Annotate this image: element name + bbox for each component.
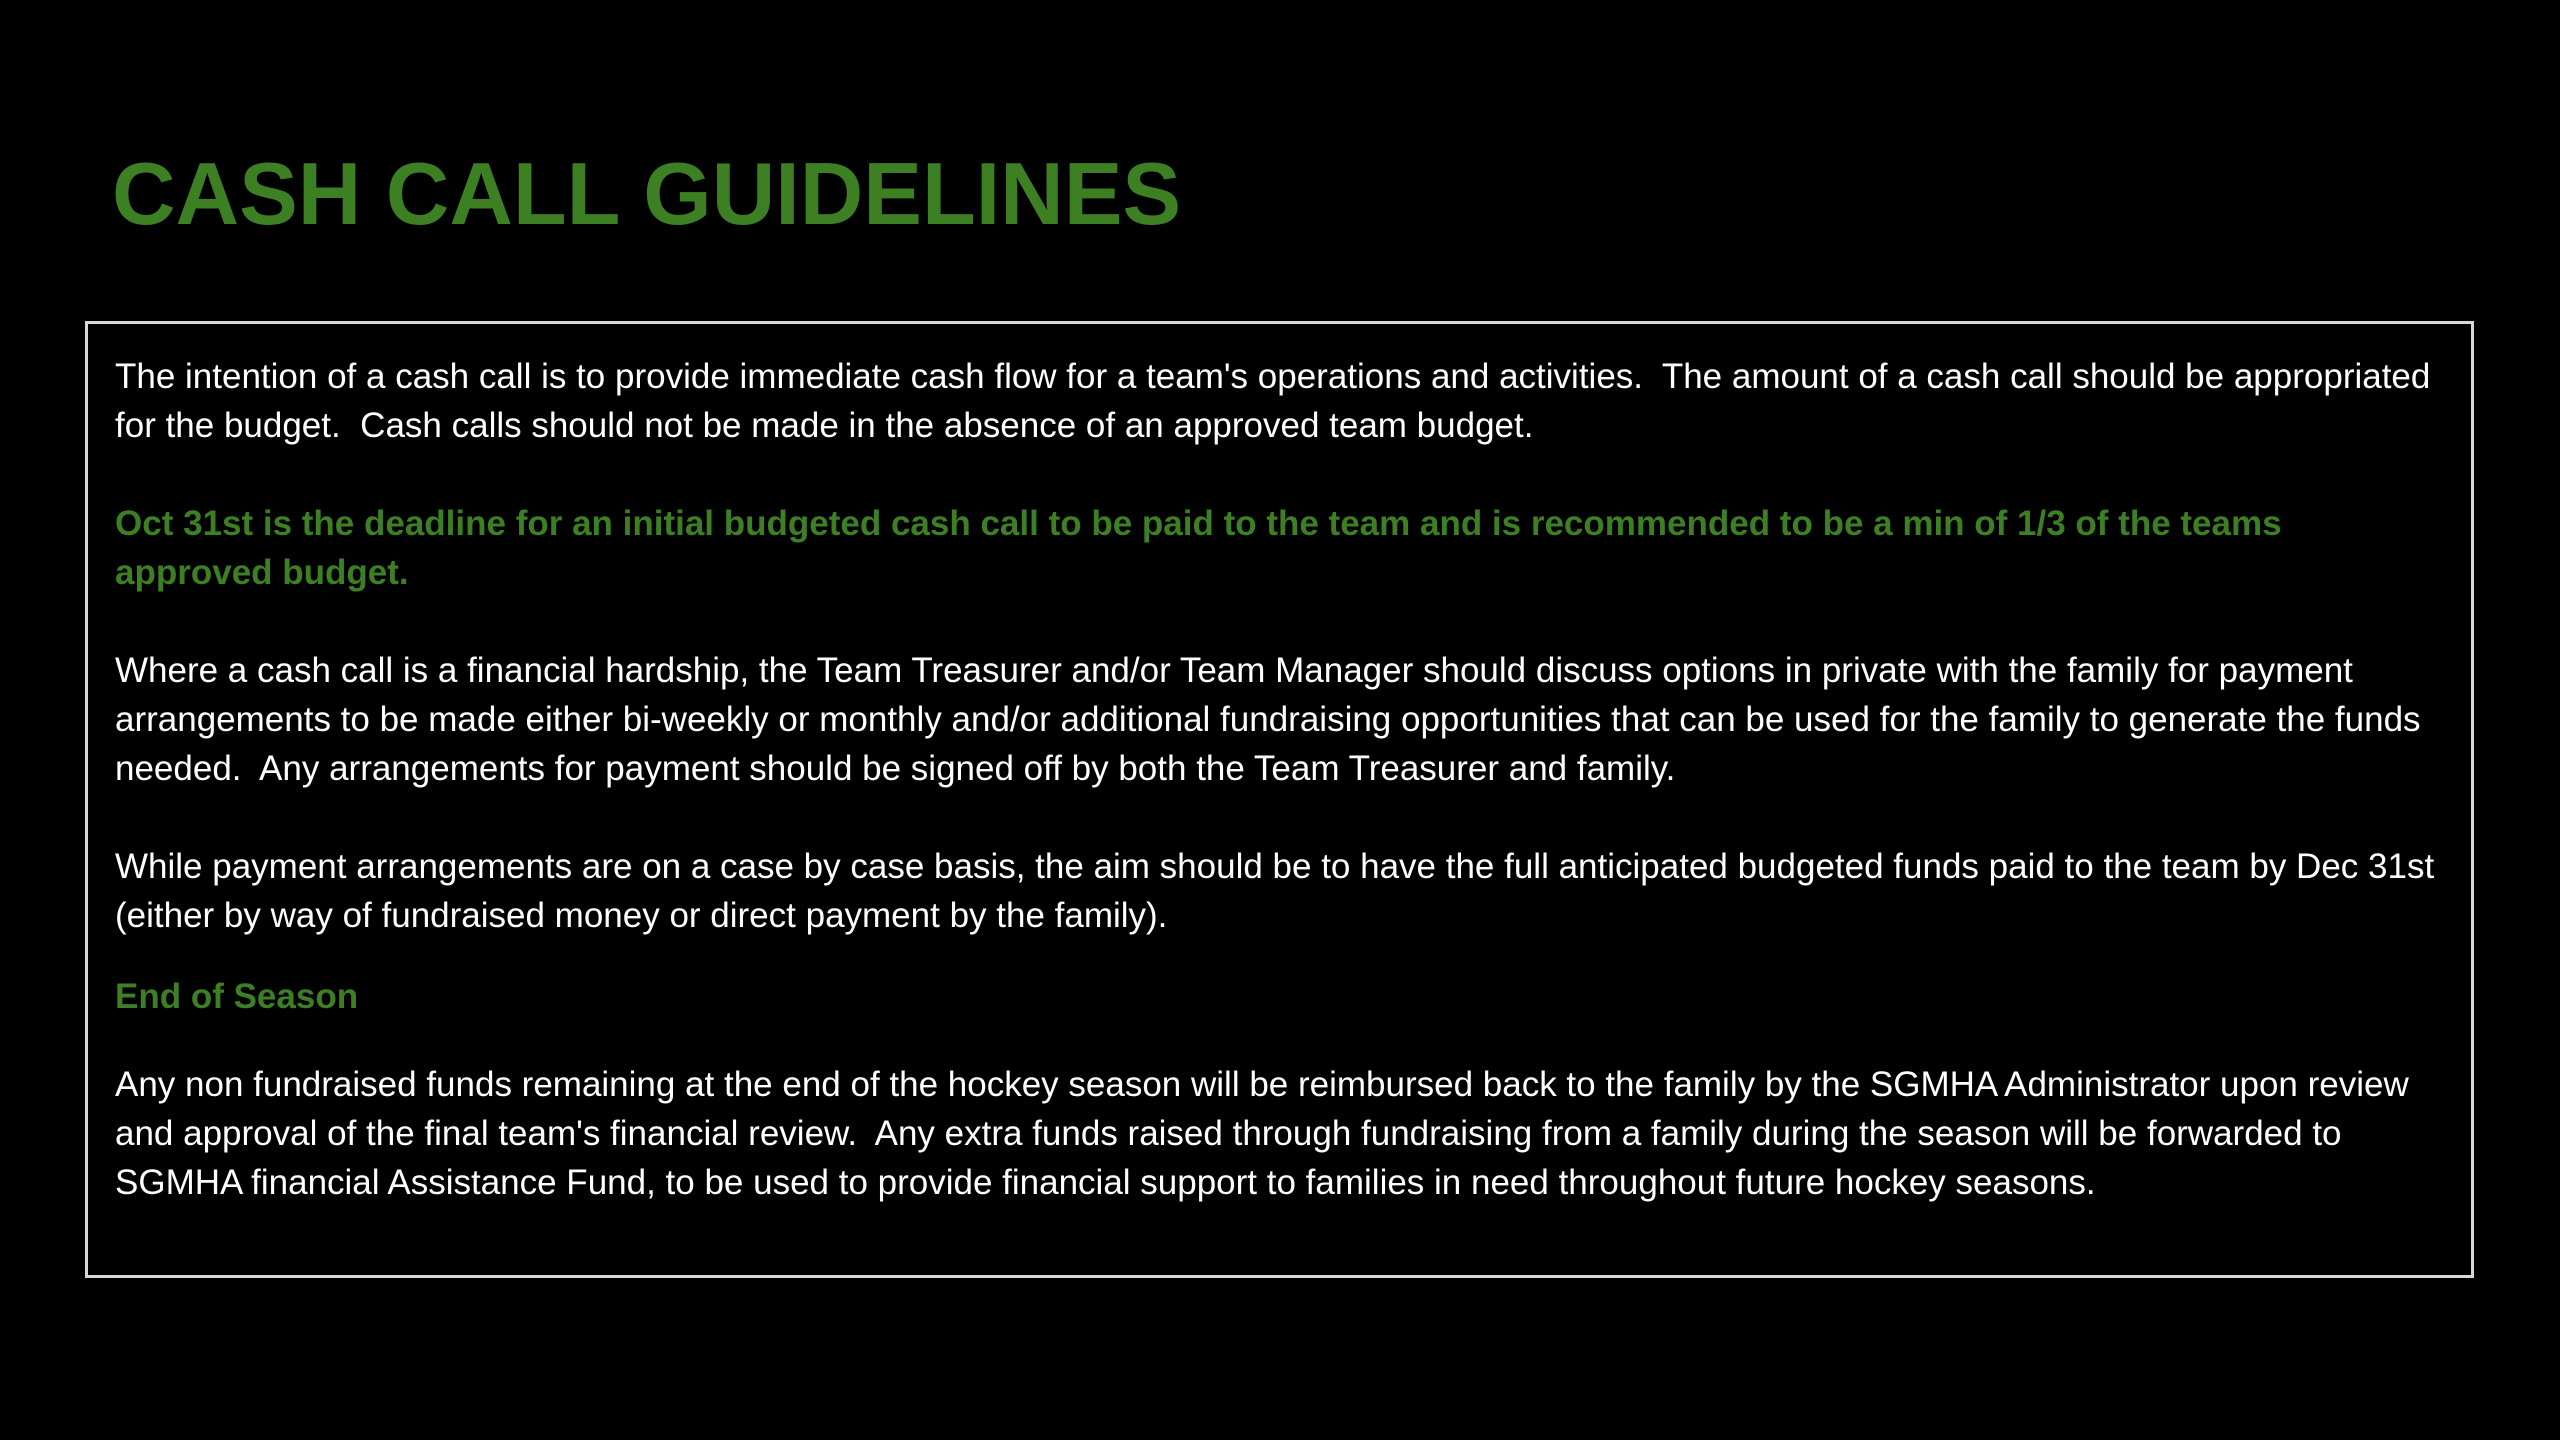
intro-paragraph: The intention of a cash call is to provide immediate cash flow for a team's operations and activities. The amount of a cash call should be appropriated for the budget. Cash calls should not be made in the absence of an approved team budget. (115, 357, 2441, 445)
end-of-season-heading: End of Season (115, 977, 359, 1016)
arrangements-paragraph: While payment arrangements are on a case by case basis, the aim should be to have the full anticipated budgeted funds paid to the team by Dec 31st (either by way of fundraised money or direct payment by the family). (115, 847, 2435, 935)
end-of-season-paragraph: Any non fundraised funds remaining at the end of the hockey season will be reimbursed back to the family by the SGMHA Administrator upon review and approval of the final team's financial review. Any extra funds raised through fundraising from a family during the season will be forwarded to SGMHA financial Assistance Fund, to be used to provide financial support to families in need throughout future hockey seasons. (115, 1065, 2419, 1202)
guidelines-content-box (85, 321, 2474, 1278)
page-title: CASH CALL GUIDELINES (112, 144, 1182, 243)
hardship-paragraph: Where a cash call is a financial hardship, the Team Treasurer and/or Team Manager should discuss options in private with the family for payment arrangements to be made either bi-weekly or monthly and/or additional fundraising opportunities that can be used for the family to generate the funds needed. Any arrangements for payment should be signed off by both the Team Treasurer and family. (115, 651, 2431, 788)
deadline-paragraph: Oct 31st is the deadline for an initial budgeted cash call to be paid to the team and is recommended to be a min of 1/3 of the teams approved budget. (115, 504, 2282, 592)
